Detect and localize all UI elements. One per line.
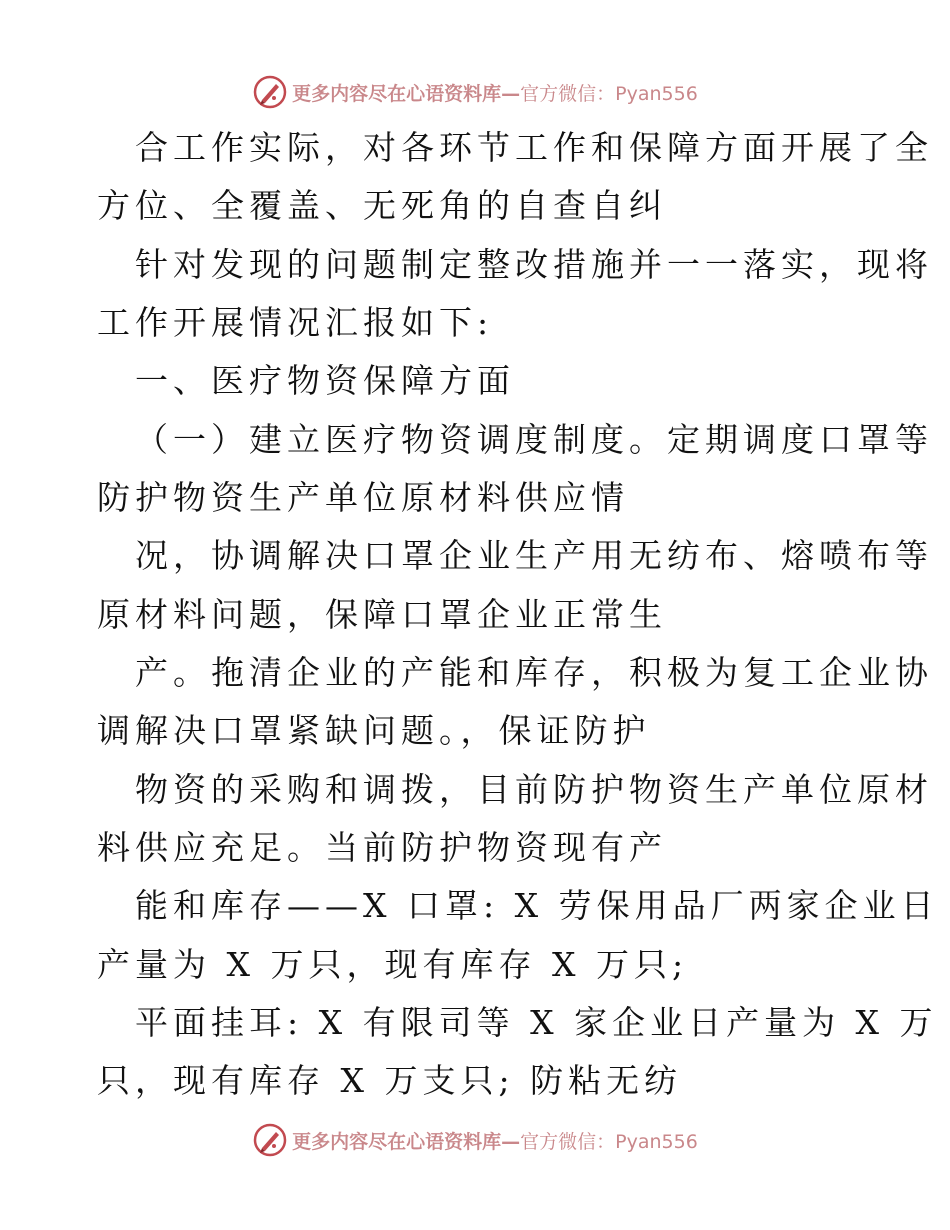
text-line: 只，现有库存 X 万支只; 防粘无纺: [97, 1061, 683, 1100]
watermark-text: 更多内容尽在心语资料库—: [292, 82, 521, 105]
section-heading: 一、医疗物资保障方面: [135, 361, 515, 400]
text-line: 针对发现的问题制定整改措施并一一落实，现将: [135, 245, 933, 284]
text-line: 能和库存——X 口罩: X 劳保用品厂两家企业日: [135, 886, 939, 925]
text-line: 原材料问题，保障口罩企业正常生: [97, 595, 667, 634]
text-line: （一）建立医疗物资调度制度。定期调度口罩等: [135, 420, 933, 459]
text-line: 平面挂耳: X 有限司等 X 家企业日产量为 X 万: [135, 1003, 938, 1042]
pen-logo-icon: [252, 74, 288, 110]
text-line: 防护物资生产单位原材料供应情: [97, 478, 629, 517]
watermark-contact: 官方微信：Pyan556: [520, 82, 698, 105]
text-line: 方位、全覆盖、无死角的自查自纠: [97, 186, 667, 225]
text-line: 物资的采购和调拨，目前防护物资生产单位原材: [135, 770, 933, 809]
pen-logo-icon: [252, 1122, 288, 1158]
text-line: 料供应充足。当前防护物资现有产: [97, 828, 667, 867]
watermark-contact: 官方微信：Pyan556: [520, 1130, 698, 1153]
watermark-text: 更多内容尽在心语资料库—: [292, 1130, 521, 1153]
text-line: 合工作实际，对各环节工作和保障方面开展了全: [135, 128, 933, 167]
text-line: 调解决口罩紧缺问题。，保证防护: [97, 711, 651, 750]
text-line: 况，协调解决口罩企业生产用无纺布、熔喷布等: [135, 536, 933, 575]
footer-watermark: [0, 1120, 950, 1160]
text-line: 产量为 X 万只，现有库存 X 万只;: [97, 945, 689, 984]
header-watermark: [0, 72, 950, 112]
text-line: 产。拖清企业的产能和库存，积极为复工企业协: [135, 653, 933, 692]
text-line: 工作开展情况汇报如下:: [97, 303, 494, 342]
